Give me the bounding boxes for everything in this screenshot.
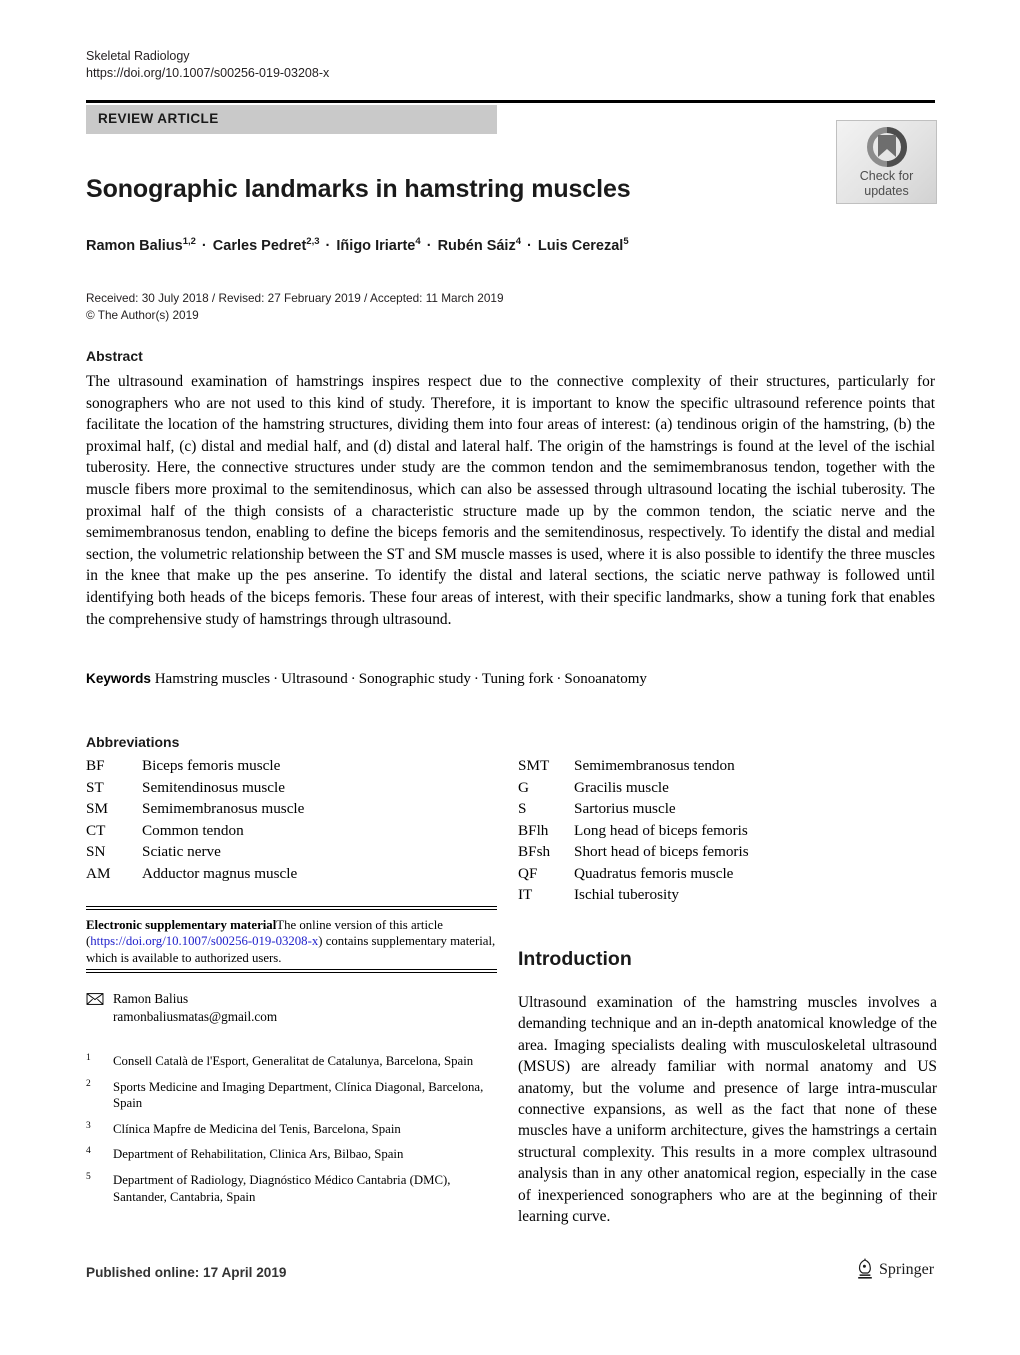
abstract-text: The ultrasound examination of hamstrings inspires respect due to the connective complexity of their structures, particularly for sonographers who are not used to this kind of study. Therefore, it is important to know the specific ultrasound reference points that facilitate the location of the hamstring structures, dividing them into four areas of interest: (a) tendinous origin of the hamstring, (b) the proximal half, (c) distal and medial half, and (d) distal and lateral half. The origin of the hamstrings is found at the level of the ischial tuberosity. Here, the connective structures under study are the common tendon and the semimembranosus tendon, together with the muscle fibers more proximal to the semitendinosus, which can also be assessed through ultrasound locating the ischial tuberosity. The proximal half of the thigh consists of a characteristic structure made up by the common tendon, the sciatic nerve and the semimembranosus tendon, enabling to define the biceps femoris and the semitendinosus, respectively. To identify the distal and medial section, the volumetric relationship between the ST and SM muscle masses is used, where it is also possible to identify the three muscles in the knee that make up the pes anserine. To identify the distal and lateral sections, the sciatic nerve pathway is followed until identifying both heads of the biceps femoris. These four areas of interest, with their specific landmarks, show a tuning fork that enables the comprehensive study of hamstrings through ultrasound.: [86, 373, 935, 628]
author-name: Carles Pedret: [212, 238, 307, 254]
author-separator: ·: [422, 238, 436, 254]
abbreviation-value: Semitendinosus muscle: [142, 778, 286, 796]
publisher-logo: [855, 1258, 937, 1284]
author-name: Rubén Sáiz: [437, 238, 516, 254]
author-name: Iñigo Iriarte: [336, 238, 416, 254]
keyword-separator: ·: [273, 671, 279, 687]
abbreviation-key: BF: [86, 757, 105, 774]
abbreviation-row: [86, 820, 506, 842]
abbreviation-key: QF: [518, 864, 538, 882]
page-title: Sonographic landmarks in hamstring muscles: [86, 175, 631, 203]
affiliation-item: [86, 1172, 506, 1205]
author-name: Luis Cerezal: [537, 238, 624, 254]
supplementary-material-note: [86, 917, 497, 966]
keywords-items: [151, 671, 647, 687]
keyword-item[interactable]: Tuning fork: [481, 671, 554, 687]
keywords-line: [86, 668, 935, 690]
supplementary-divider-bottom: [86, 969, 497, 973]
affiliation-text: Sports Medicine and Imaging Department, Clínica Diagonal, Barcelona, Spain: [113, 1079, 484, 1111]
keyword-item[interactable]: Sonographic study: [358, 671, 471, 687]
author-name: Ramon Balius: [86, 238, 183, 254]
abbreviation-row: [86, 755, 506, 777]
author-affiliation-ref: 4: [515, 236, 522, 248]
affiliation-number: 1: [86, 1053, 91, 1063]
abbreviation-value: Sciatic nerve: [142, 843, 221, 860]
supplementary-after: ) contains supplementary material, which is available to authorized users.: [86, 934, 496, 965]
crossmark-text: [837, 169, 936, 199]
publication-history: [86, 290, 504, 323]
supplementary-divider-top: [86, 906, 497, 910]
springer-knight-icon: [855, 1258, 875, 1282]
abbreviation-value: Long head of biceps femoris: [574, 821, 748, 839]
abbreviation-key: ST: [86, 778, 104, 796]
keyword-item[interactable]: Sonoanatomy: [564, 671, 647, 687]
corresponding-author-name: Ramon Balius: [113, 991, 189, 1006]
affiliation-item: [86, 1146, 506, 1163]
author-affiliation-ref: 1,2: [182, 236, 196, 248]
abbreviation-row: [518, 777, 938, 799]
received-revised-accepted: Received: 30 July 2018 / Revised: 27 February 2019 / Accepted: 11 March 2019: [86, 291, 504, 305]
abbreviation-key: G: [518, 778, 529, 796]
author-affiliation-ref: 4: [415, 236, 421, 248]
published-online-date: Published online: 17 April 2019: [86, 1265, 287, 1280]
corresponding-author-email[interactable]: ramonbaliusmatas@gmail.com: [113, 1009, 278, 1024]
keyword-item[interactable]: Hamstring muscles: [154, 671, 271, 687]
affiliation-item: [86, 1053, 506, 1070]
abbreviation-key: SMT: [518, 757, 550, 774]
author-list: [86, 238, 926, 254]
abbreviation-row: [86, 841, 506, 863]
abbreviation-key: S: [518, 800, 527, 817]
abbreviation-value: Semimembranosus tendon: [574, 757, 735, 774]
introduction-text: Ultrasound examination of the hamstring muscles involves a demanding technique and an in-depth anatomical knowledge of the area. Imaging specialists dealing with musculoskeletal ultrasound (MSUS) are already familiar with normal anatomy and US anatomy, but the volume and presence of large intra-muscular connective expansions, as well as the fact that none of these muscles have a uniform architecture, gives the hamstrings a certain structural complexity. This results in a more complex ultrasound analysis than in any other anatomical region, especially in the case of inexperienced sonographers who are at the beginning of their learning curve.: [518, 994, 937, 1226]
supplementary-before: The online version of this article (: [86, 918, 443, 949]
author-separator: ·: [197, 238, 211, 254]
abbreviation-value: Common tendon: [142, 821, 244, 839]
abbreviation-row: [86, 798, 506, 820]
abbreviation-value: Semimembranosus muscle: [142, 800, 305, 817]
affiliation-number: 2: [86, 1078, 91, 1089]
abbreviation-key: SN: [86, 843, 106, 860]
abbreviation-value: Ischial tuberosity: [574, 886, 680, 903]
crossmark-badge[interactable]: [836, 120, 937, 204]
affiliation-list: [86, 1053, 506, 1214]
abbreviations-right-column: [518, 755, 938, 906]
abbreviation-value: Short head of biceps femoris: [574, 843, 749, 860]
abbreviation-row: [518, 798, 938, 820]
journal-doi[interactable]: https://doi.org/10.1007/s00256-019-03208-x: [86, 66, 330, 80]
affiliation-text: Department of Radiology, Diagnóstico Médico Cantabria (DMC), Santander, Cantabria, Spain: [113, 1172, 451, 1204]
affiliation-text: Clínica Mapfre de Medicina del Tenis, Barcelona, Spain: [113, 1121, 401, 1136]
abbreviation-row: [86, 777, 506, 799]
abbreviation-key: BFsh: [518, 843, 551, 860]
abbreviation-row: [518, 884, 938, 906]
introduction-heading: Introduction: [518, 948, 632, 970]
publisher-name: Springer: [879, 1261, 935, 1278]
crossmark-line1: Check for: [859, 169, 914, 183]
affiliation-number: 3: [86, 1120, 91, 1131]
abbreviation-key: BFlh: [518, 821, 549, 839]
abstract-heading: Abstract: [86, 348, 143, 364]
keyword-separator: ·: [350, 671, 356, 687]
affiliation-text: Consell Català de l'Esport, Generalitat de Catalunya, Barcelona, Spain: [113, 1054, 474, 1068]
keyword-separator: ·: [556, 671, 562, 687]
abbreviation-row: [518, 841, 938, 863]
header-divider: [86, 100, 935, 103]
copyright-line: © The Author(s) 2019: [86, 307, 199, 322]
keyword-separator: ·: [473, 671, 479, 687]
abbreviations-left-column: [86, 755, 506, 884]
abbreviation-value: Adductor magnus muscle: [142, 864, 298, 882]
article-type-banner: [86, 105, 497, 134]
affiliation-text: Department of Rehabilitation, Clinica Ars, Bilbao, Spain: [113, 1147, 404, 1162]
article-type-label: REVIEW ARTICLE: [98, 111, 219, 126]
journal-name: Skeletal Radiology: [86, 49, 190, 63]
crossmark-line2: updates: [864, 184, 909, 198]
abbreviation-row: [518, 755, 938, 777]
abbreviation-value: Quadratus femoris muscle: [574, 864, 734, 882]
envelope-icon: [86, 993, 104, 1005]
affiliation-number: 5: [86, 1171, 91, 1182]
author-affiliation-ref: 5: [623, 236, 629, 248]
abbreviations-heading: Abbreviations: [86, 734, 180, 750]
abbreviation-row: [86, 863, 506, 885]
journal-header: [86, 48, 329, 82]
correspondence-block: [86, 990, 497, 1026]
abbreviation-key: IT: [518, 886, 533, 903]
abbreviation-value: Gracilis muscle: [574, 778, 669, 796]
author-affiliation-ref: 2,3: [306, 236, 320, 248]
abbreviation-row: [518, 820, 938, 842]
affiliation-item: [86, 1121, 506, 1138]
author-separator: ·: [523, 238, 536, 254]
supplementary-label: Electronic supplementary material: [86, 918, 277, 932]
abbreviation-key: AM: [86, 864, 111, 882]
author-separator: ·: [321, 238, 335, 254]
supplementary-doi-link[interactable]: https://doi.org/10.1007/s00256-019-03208-x: [90, 934, 319, 949]
keywords-heading: Keywords: [86, 671, 151, 686]
affiliation-number: 4: [86, 1146, 91, 1157]
abbreviation-value: Biceps femoris muscle: [142, 757, 281, 774]
abbreviation-key: CT: [86, 821, 106, 839]
abbreviation-key: SM: [86, 800, 108, 817]
keyword-item[interactable]: Ultrasound: [281, 671, 348, 687]
abbreviation-value: Sartorius muscle: [574, 800, 676, 817]
affiliation-item: [86, 1079, 506, 1112]
crossmark-bookmark-icon: [866, 126, 908, 168]
abbreviation-row: [518, 863, 938, 885]
